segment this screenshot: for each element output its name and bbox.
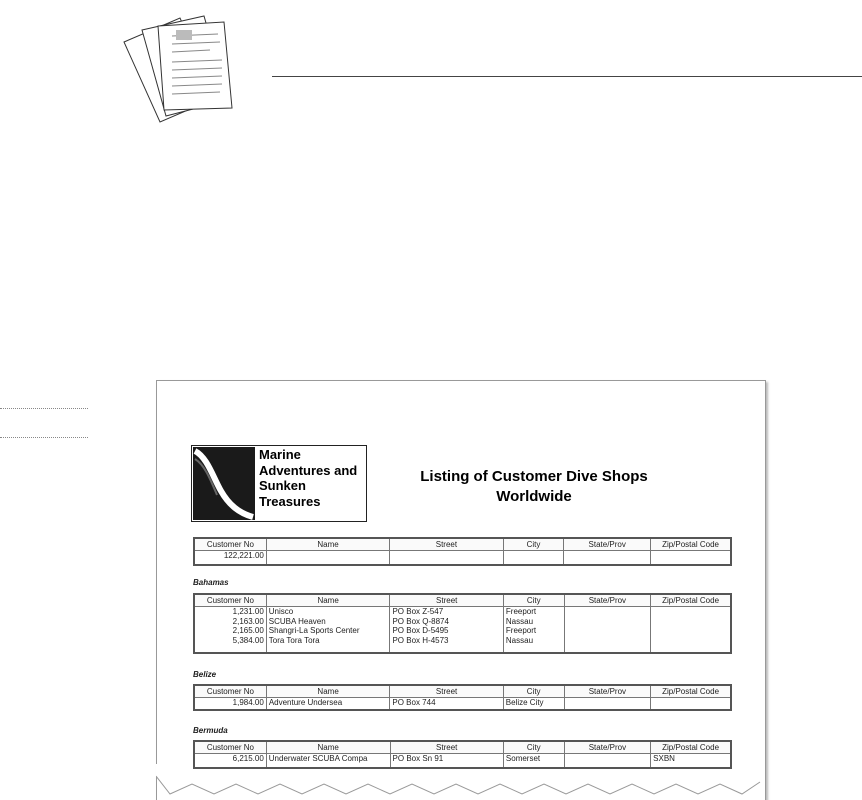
column-header-city: City — [503, 538, 564, 551]
column-header-city: City — [503, 685, 564, 698]
column-header-name: Name — [266, 594, 390, 607]
column-header-street: Street — [390, 741, 503, 754]
column-header-street: Street — [390, 538, 503, 551]
report-title: Listing of Customer Dive Shops Worldwide — [420, 468, 648, 505]
table-header-row — [194, 741, 731, 754]
report-page — [156, 380, 766, 800]
company-name: Marine Adventures and Sunken Treasures — [259, 447, 358, 509]
column-header-street: Street — [390, 685, 503, 698]
column-header-zip: Zip/Postal Code — [651, 685, 731, 698]
cell-city: Somerset — [503, 754, 564, 768]
table-row — [194, 607, 731, 653]
column-header-customer-no: Customer No — [194, 538, 266, 551]
table-header-row — [194, 538, 731, 551]
cell-state — [564, 607, 651, 653]
cell-customer-no: 122,221.00 — [194, 551, 266, 565]
table-row — [194, 698, 731, 710]
torn-page-edge — [156, 764, 766, 800]
column-header-state-prov: State/Prov — [564, 741, 651, 754]
company-logo-box — [191, 445, 367, 522]
cell-customer-no: 6,215.00 — [194, 754, 266, 768]
table-row — [194, 754, 731, 768]
customer-table-bermuda — [193, 740, 732, 769]
group-label-belize: Belize — [193, 670, 217, 679]
cell-name: Underwater SCUBA Compa — [266, 754, 390, 768]
column-header-state-prov: State/Prov — [564, 685, 651, 698]
cell-state — [564, 698, 651, 710]
company-logo-icon — [193, 447, 255, 520]
column-header-state-prov: State/Prov — [564, 594, 651, 607]
table-header-row — [194, 594, 731, 607]
cell-state — [564, 551, 651, 565]
header-rule — [272, 76, 862, 77]
cell-zip — [651, 607, 731, 653]
column-header-name: Name — [266, 741, 390, 754]
cell-city: Belize City — [503, 698, 564, 710]
column-header-zip: Zip/Postal Code — [651, 741, 731, 754]
column-header-name: Name — [266, 685, 390, 698]
column-header-name: Name — [266, 538, 389, 551]
customer-table-bahamas — [193, 593, 732, 654]
column-header-customer-no: Customer No — [194, 594, 266, 607]
customer-table-ungrouped — [193, 537, 732, 566]
group-label-bahamas: Bahamas — [193, 578, 229, 587]
cell-city: Freeport Nassau Freeport Nassau — [503, 607, 564, 653]
column-header-street: Street — [390, 594, 503, 607]
cell-name: Unisco SCUBA Heaven Shangri-La Sports Center Tora Tora Tora — [266, 607, 390, 653]
cell-street: PO Box 744 — [390, 698, 503, 710]
cell-name: Adventure Undersea — [266, 698, 390, 710]
column-header-customer-no: Customer No — [194, 685, 266, 698]
cell-zip: SXBN — [651, 754, 731, 768]
column-header-customer-no: Customer No — [194, 741, 266, 754]
cell-zip — [651, 551, 731, 565]
cell-name — [266, 551, 389, 565]
table-row — [194, 551, 731, 565]
margin-dotted-line — [0, 408, 88, 409]
cell-city — [503, 551, 564, 565]
customer-table-belize — [193, 684, 732, 711]
cell-customer-no: 1,231.00 2,163.00 2,165.00 5,384.00 — [194, 607, 266, 653]
margin-dotted-line — [0, 437, 88, 438]
column-header-zip: Zip/Postal Code — [651, 594, 731, 607]
column-header-city: City — [503, 594, 564, 607]
column-header-city: City — [503, 741, 564, 754]
cell-zip — [651, 698, 731, 710]
table-header-row — [194, 685, 731, 698]
cell-customer-no: 1,984.00 — [194, 698, 266, 710]
cell-street — [390, 551, 503, 565]
cell-street: PO Box Sn 91 — [390, 754, 503, 768]
document-stack-icon — [120, 12, 252, 124]
column-header-state-prov: State/Prov — [564, 538, 651, 551]
column-header-zip: Zip/Postal Code — [651, 538, 731, 551]
cell-street: PO Box Z-547 PO Box Q-8874 PO Box D-5495 PO Box H-4573 — [390, 607, 503, 653]
cell-state — [564, 754, 651, 768]
group-label-bermuda: Bermuda — [193, 726, 228, 735]
